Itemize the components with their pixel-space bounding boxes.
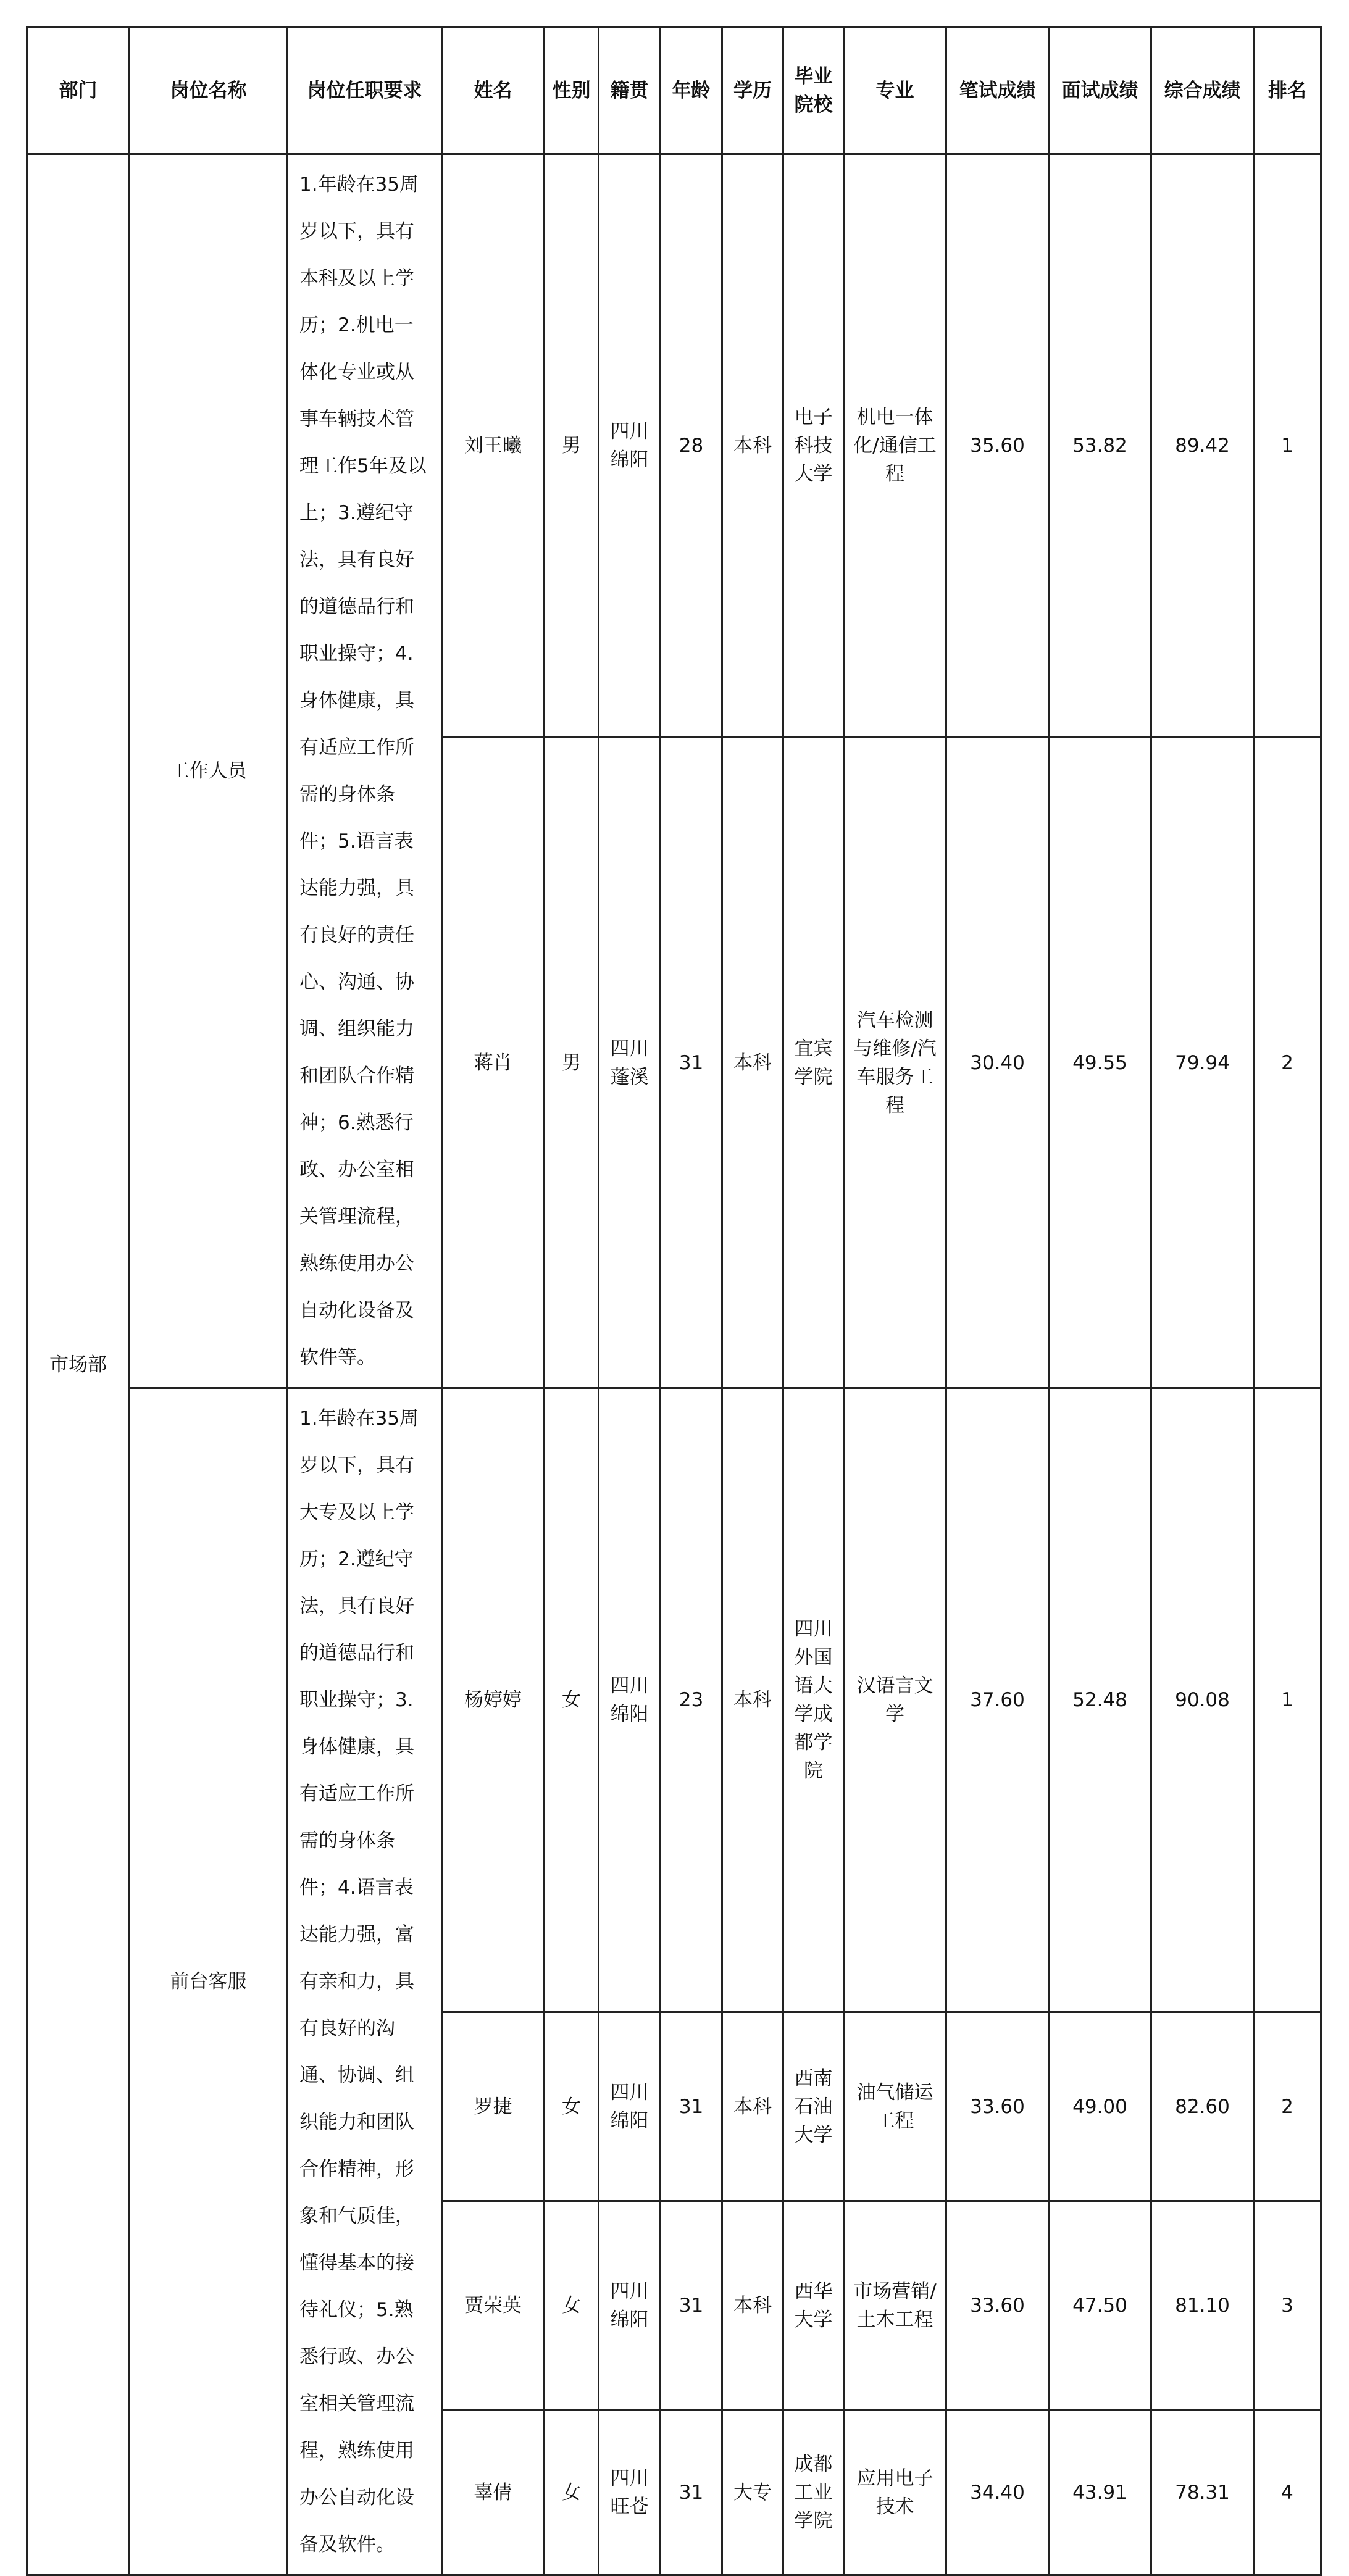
candidate-interview: 53.82 <box>1049 154 1151 738</box>
header-education: 学历 <box>722 27 783 154</box>
header-dept: 部门 <box>27 27 130 154</box>
candidate-total: 78.31 <box>1151 2410 1254 2575</box>
results-table <box>26 26 1322 2576</box>
candidate-origin: 四川绵阳 <box>599 154 661 738</box>
candidate-rank: 1 <box>1254 154 1321 738</box>
candidate-name: 刘王曦 <box>442 154 545 738</box>
candidate-interview: 49.55 <box>1049 738 1151 1388</box>
header-age: 年龄 <box>661 27 722 154</box>
candidate-origin: 四川绵阳 <box>599 2201 661 2410</box>
candidate-school: 电子科技大学 <box>783 154 844 738</box>
header-interview: 面试成绩 <box>1049 27 1151 154</box>
candidate-written: 30.40 <box>946 738 1049 1388</box>
candidate-name: 贾荣英 <box>442 2201 545 2410</box>
candidate-major: 油气储运工程 <box>844 2012 946 2201</box>
candidate-interview: 52.48 <box>1049 1388 1151 2012</box>
candidate-rank: 4 <box>1254 2410 1321 2575</box>
candidate-written: 35.60 <box>946 154 1049 738</box>
candidate-written: 37.60 <box>946 1388 1049 2012</box>
candidate-rank: 2 <box>1254 2012 1321 2201</box>
header-row <box>27 27 1321 154</box>
candidate-major: 汽车检测与维修/汽车服务工程 <box>844 738 946 1388</box>
candidate-name: 辜倩 <box>442 2410 545 2575</box>
candidate-age: 31 <box>661 2201 722 2410</box>
candidate-origin: 四川旺苍 <box>599 2410 661 2575</box>
header-origin: 籍贯 <box>599 27 661 154</box>
candidate-interview: 49.00 <box>1049 2012 1151 2201</box>
candidate-name: 杨婷婷 <box>442 1388 545 2012</box>
candidate-gender: 男 <box>545 738 599 1388</box>
candidate-school: 四川外国语大学成都学院 <box>783 1388 844 2012</box>
position-title: 工作人员 <box>130 154 288 1388</box>
candidate-gender: 女 <box>545 2410 599 2575</box>
candidate-origin: 四川绵阳 <box>599 1388 661 2012</box>
candidate-education: 本科 <box>722 738 783 1388</box>
header-school: 毕业院校 <box>783 27 844 154</box>
candidate-education: 本科 <box>722 1388 783 2012</box>
candidate-school: 成都工业学院 <box>783 2410 844 2575</box>
header-rank: 排名 <box>1254 27 1321 154</box>
candidate-age: 31 <box>661 2410 722 2575</box>
header-requirement: 岗位任职要求 <box>288 27 442 154</box>
candidate-school: 宜宾学院 <box>783 738 844 1388</box>
candidate-major: 应用电子技术 <box>844 2410 946 2575</box>
header-written: 笔试成绩 <box>946 27 1049 154</box>
candidate-major: 汉语言文学 <box>844 1388 946 2012</box>
candidate-written: 33.60 <box>946 2201 1049 2410</box>
department-cell: 市场部 <box>27 154 130 2575</box>
candidate-major: 市场营销/土木工程 <box>844 2201 946 2410</box>
candidate-total: 82.60 <box>1151 2012 1254 2201</box>
candidate-interview: 43.91 <box>1049 2410 1151 2575</box>
candidate-education: 本科 <box>722 2201 783 2410</box>
candidate-name: 罗捷 <box>442 2012 545 2201</box>
candidate-school: 西华大学 <box>783 2201 844 2410</box>
candidate-school: 西南石油大学 <box>783 2012 844 2201</box>
header-position: 岗位名称 <box>130 27 288 154</box>
candidate-gender: 女 <box>545 1388 599 2012</box>
candidate-name: 蒋肖 <box>442 738 545 1388</box>
candidate-gender: 女 <box>545 2201 599 2410</box>
candidate-education: 大专 <box>722 2410 783 2575</box>
candidate-rank: 1 <box>1254 1388 1321 2012</box>
position-requirement: 1.年龄在35周岁以下，具有大专及以上学历；2.遵纪守法，具有良好的道德品行和职业操守；3.身体健康，具有适应工作所需的身体条件；4.语言表达能力强，富有亲和力，具有良好的沟通、协调、组织能力和团队合作精神，形象和气质佳，懂得基本的接待礼仪；5.熟悉行政、办公室相关管理流程，熟练使用办公自动化设备及软件。 <box>288 1388 442 2575</box>
candidate-age: 31 <box>661 738 722 1388</box>
candidate-rank: 3 <box>1254 2201 1321 2410</box>
position-requirement: 1.年龄在35周岁以下，具有本科及以上学历；2.机电一体化专业或从事车辆技术管理工作5年及以上；3.遵纪守法，具有良好的道德品行和职业操守；4.身体健康，具有适应工作所需的身体条件；5.语言表达能力强，具有良好的责任心、沟通、协调、组织能力和团队合作精神；6.熟悉行政、办公室相关管理流程，熟练使用办公自动化设备及软件等。 <box>288 154 442 1388</box>
candidate-education: 本科 <box>722 154 783 738</box>
candidate-written: 34.40 <box>946 2410 1049 2575</box>
candidate-education: 本科 <box>722 2012 783 2201</box>
position-title: 前台客服 <box>130 1388 288 2575</box>
candidate-total: 90.08 <box>1151 1388 1254 2012</box>
candidate-total: 81.10 <box>1151 2201 1254 2410</box>
candidate-major: 机电一体化/通信工程 <box>844 154 946 738</box>
candidate-origin: 四川绵阳 <box>599 2012 661 2201</box>
candidate-total: 79.94 <box>1151 738 1254 1388</box>
candidate-age: 23 <box>661 1388 722 2012</box>
header-gender: 性别 <box>545 27 599 154</box>
candidate-origin: 四川蓬溪 <box>599 738 661 1388</box>
candidate-age: 28 <box>661 154 722 738</box>
candidate-interview: 47.50 <box>1049 2201 1151 2410</box>
header-major: 专业 <box>844 27 946 154</box>
candidate-written: 33.60 <box>946 2012 1049 2201</box>
header-name: 姓名 <box>442 27 545 154</box>
candidate-gender: 男 <box>545 154 599 738</box>
candidate-age: 31 <box>661 2012 722 2201</box>
table-row <box>27 1388 1321 2012</box>
candidate-rank: 2 <box>1254 738 1321 1388</box>
candidate-gender: 女 <box>545 2012 599 2201</box>
candidate-total: 89.42 <box>1151 154 1254 738</box>
header-total: 综合成绩 <box>1151 27 1254 154</box>
table-row <box>27 154 1321 738</box>
